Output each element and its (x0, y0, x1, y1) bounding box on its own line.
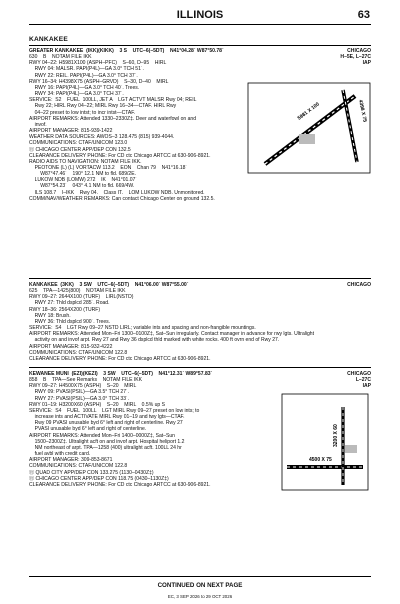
info-line: activity on and invof arpt. Rwy 27 and Rwy 36 dsplcd thld marked with white rocks. 400 ft ovrn end of Rwy 27. (29, 337, 280, 344)
info-line: Ⓡ QUAD CITY APP/DEP CON 133.275 (1130–0430Z‡) (29, 469, 154, 476)
info-line: AIRPORT MANAGER: 815-939-1422 (29, 128, 113, 135)
info-line: COMMUNICATIONS: CTAF/UNICOM 122.8 (29, 463, 128, 470)
effective-date: EC, 3 SEP 2026 to 29 OCT 2026 (167, 594, 233, 599)
info-line: AIRPORT REMARKS: Attended Mon–Fri 1400–0000Z‡, Sat–Sun (29, 432, 175, 439)
info-line: PEOTONE (L) (L) VORTACW 113.2 EON Chan 79 N41°16.18´ (29, 164, 188, 171)
info-line: LUKOW NDB (LOMW) 272 IK N41°01.07´ (29, 177, 138, 184)
info-line: COMMUNICATIONS: CTAF/UNICOM 123.0 (29, 140, 128, 147)
iap-line: IAP (362, 383, 371, 390)
info-line: COMM/NAV/WEATHER REMARKS: Can contact Chicago Center on ground 132.5. (29, 195, 215, 202)
info-line: PVASI unusable byd 6° left and right of centerline. (29, 426, 147, 433)
info-line: RWY 18–36: 2564X200 (TURF) (29, 306, 101, 313)
runway-length-label: 5981 X 100 (296, 101, 321, 122)
diagram-frame (282, 394, 368, 490)
info-line: RWY 16–34: H4398X75 (ASPH–GRVD) S–30, D–40 MIRL (29, 78, 169, 85)
info-line: AIRPORT REMARKS: Attended Mon–Fri 1300–0100Z‡, Sat–Sun irregularly. Contact manager in advance for rwy lgts. Ultralight (29, 331, 315, 338)
airport-id-line: GREATER KANKAKEE (IKK)(KIKK) 3 S UTC–6(–5DT) N41°04.28´ W87°50.78´ (29, 48, 224, 54)
info-line: CLEARANCE DELIVERY PHONE: For CD ctc Chicago ARTCC at 630-906-8921. (29, 152, 211, 159)
info-line: W87°47.46´ 190° 12.1 NM to fld. 689/2E. (29, 171, 136, 178)
chart-line: H–5E, L–27C (340, 54, 371, 61)
header-rule (29, 24, 371, 25)
info-line: W87°54.23´ 043° 4.1 NM to fld. 669/4W. (29, 183, 135, 190)
info-line: RWY 01–19: H3200X60 (ASPH) S–20 MIRL 0.5% up S (29, 401, 165, 408)
page-number: 63 (357, 9, 370, 21)
info-line: fuel avbl with credit card. (29, 451, 91, 458)
page-header (0, 0, 400, 30)
airport-id-line: KANKAKEE (3KK) 3 SW UTC–6(–5DT) N41°06.00´ W87°55.00´ (29, 282, 189, 288)
info-line: RWY 04: MALSR. PAPI(P4L)—GA 3.0° TCH 51´. (29, 66, 144, 73)
directory-content (29, 36, 371, 493)
info-line: RADIO AIDS TO NAVIGATION: NOTAM FILE IKK. (29, 158, 142, 165)
info-line: RWY 27: Thld dsplcd 285´. Road. (29, 300, 110, 307)
apron (345, 445, 357, 453)
runway-length-label: 4398 X 75 (357, 99, 368, 123)
info-line: Rwy 09 PVASI unusable byd 6° left and right of centerline. Rwy 27 (29, 420, 183, 427)
info-line: SERVICE: S4 LGT Rwy 09–27 NSTD LIRL; variable ints and spacing and non-frangible mountings. (29, 325, 256, 332)
info-line: SERVICE: S4 FUEL 100LL LGT MIRL Rwy 09–27 preset on low ints; to (29, 407, 200, 414)
info-line: RWY 16: PAPI(P4L)—GA 3.0° TCH 40´. Trees. (29, 84, 140, 91)
info-line: Rwy 22; HIRL Rwy 04–22; MIRL Rwy 16–34—CTAF. HIRL Rwy (29, 103, 177, 110)
info-line: RWY 09: PVASI(PSIL)—GA 3.5° TCH 27´. (29, 389, 130, 396)
iap-line: IAP (362, 60, 371, 67)
continued-note: CONTINUED ON NEXT PAGE (157, 582, 243, 589)
info-line: 1500–2300Z‡. Ultralight acft on and invof arpt. Hospital heliport 1.2 (29, 438, 185, 445)
info-line: Ⓡ CHICAGO CENTER APP/DEP CON 132.5 (29, 146, 131, 153)
city-rule (29, 45, 371, 46)
airport-entry-kankakee (29, 282, 371, 364)
info-line: AIRPORT MANAGER: 309-853-8671 (29, 457, 113, 464)
airport-entry-kewanee-muni (29, 371, 371, 493)
state-title: ILLINOIS (176, 9, 224, 21)
info-line: RWY 09–27: H4500X75 (ASPH) S–20 MIRL (29, 383, 137, 390)
info-line: WEATHER DATA SOURCES: AWOS–3 128.475 (815) 939-4044. (29, 134, 175, 141)
info-line: ILS 108.7 I–IKK Rwy 04. Class IT. LOM LUKOW NDB. Unmonitored. (29, 189, 205, 196)
info-line: RWY 36: Thld dsplcd 900´. Trees. (29, 318, 111, 325)
region-line: CHICAGO (347, 48, 371, 54)
info-line: RWY 22: REIL. PAPI(P4L)—GA 3.0° TCH 37´. (29, 72, 138, 79)
info-line: 04–22 preset to low intst; to incr intst—CTAF. (29, 109, 136, 116)
section-rule (29, 278, 371, 279)
info-line: CLEARANCE DELIVERY PHONE: For CD ctc Chicago ARTCC at 630-906-8921. (29, 355, 211, 362)
info-line: increase ints and ACTIVATE MIRL Rwy 01–19 and twy lgts—CTAF. (29, 414, 185, 421)
info-line: RWY 27: PVASI(PSIL)—GA 3.0° TCH 33´. (29, 395, 130, 402)
runway-length-label: 4500 X 75 (309, 457, 332, 463)
city-name: KANKAKEE (29, 36, 68, 43)
info-line: Ⓡ CHICAGO CENTER APP/DEP CON 118.75 (0430–1130Z‡) (29, 475, 169, 482)
airport-id-line: KEWANEE MUNI (EZI)(KEZI) 3 SW UTC–6(–5DT) N41°12.31´ W89°57.83´ (29, 371, 213, 377)
region-line: CHICAGO (347, 282, 371, 288)
airport-diagram (281, 393, 369, 491)
info-line: 630 B NOTAM FILE IKK (29, 54, 92, 61)
info-line: 858 B TPA—See Remarks NOTAM FILE IKK (29, 377, 143, 384)
info-line: RWY 04–22: H5981X100 (ASPH–PFC) S–60, D–95 HIRL (29, 60, 167, 67)
airport-diagram (247, 82, 371, 174)
info-line: SERVICE: S2 FUEL 100LL, JET A LGT ACTVT MALSR Rwy 04; REIL (29, 97, 197, 104)
info-line: invof. (29, 121, 47, 128)
apron (299, 134, 315, 144)
info-line: AIRPORT MANAGER: 815-932-4222 (29, 343, 113, 350)
section-rule (29, 367, 371, 368)
region-line: CHICAGO (347, 371, 371, 377)
runway-length-label: 3200 X 60 (333, 424, 339, 447)
info-line: NM northeast of arpt. TPA—1258 (400) ultralight acft. 100LL 24 hr (29, 444, 182, 451)
info-line: AIRPORT REMARKS: Attended 1330–2330Z‡. Deer and waterfowl on and (29, 115, 197, 122)
airport-entry-greater-kankakee (29, 48, 371, 275)
info-line: COMMUNICATIONS: CTAF/UNICOM 122.8 (29, 349, 128, 356)
info-line: 625 TPA—1425(800) NOTAM FILE IKK (29, 288, 126, 295)
info-line: RWY 18: Brush. (29, 312, 71, 319)
footer-rule (29, 576, 371, 577)
chart-line: L–27C (355, 377, 371, 384)
info-line: RWY 09–27: 2644X100 (TURF) LIRL(NSTD) (29, 294, 134, 301)
info-line: RWY 34: PAPI(P4L)—GA 3.0° TCH 37´. (29, 91, 124, 98)
info-line: CLEARANCE DELIVERY PHONE: For CD ctc Chicago ARTCC at 630-906-8921. (29, 481, 211, 488)
